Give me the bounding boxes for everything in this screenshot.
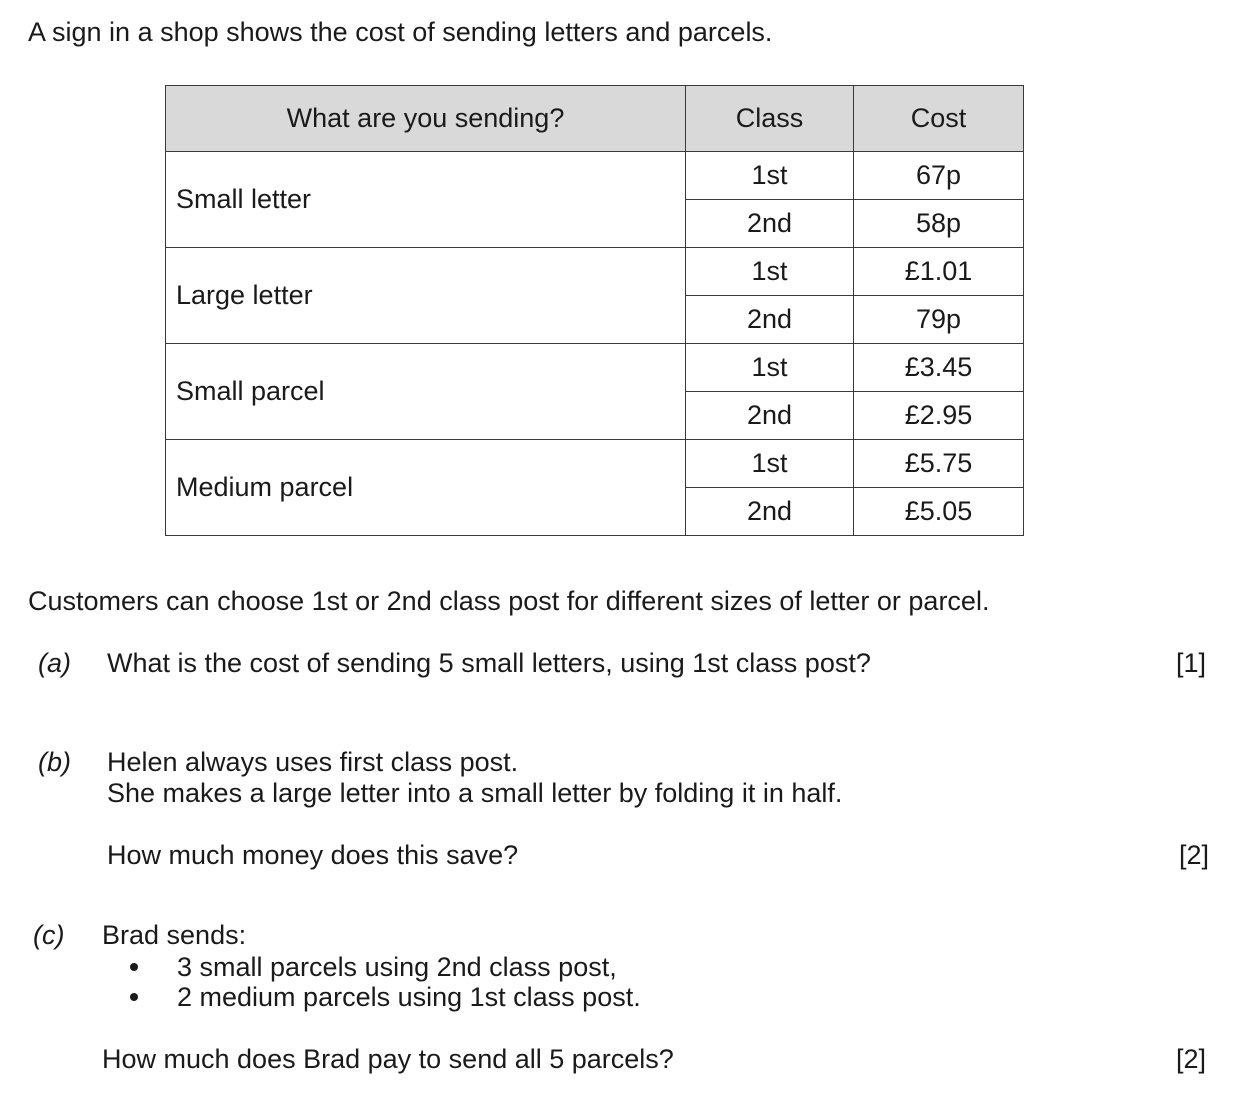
table-row [166, 440, 1024, 488]
question-a-label: (a) [38, 648, 71, 678]
class-cell: 1st [686, 152, 854, 200]
class-cell: 1st [686, 248, 854, 296]
question-c-marks: [2] [1176, 1044, 1207, 1074]
question-b-line1: Helen always uses first class post. [107, 747, 519, 777]
question-b-label: (b) [38, 747, 71, 777]
header-class: Class [686, 86, 854, 152]
cost-cell: £5.05 [854, 488, 1024, 536]
question-a-text: What is the cost of sending 5 small letters, using 1st class post? [107, 648, 871, 678]
item-small-parcel: Small parcel [166, 344, 686, 440]
cost-cell: £1.01 [854, 248, 1024, 296]
cost-cell: £3.45 [854, 344, 1024, 392]
question-a-marks: [1] [1176, 648, 1207, 678]
table-header-row [166, 86, 1024, 152]
table-row [166, 152, 1024, 200]
class-cell: 2nd [686, 392, 854, 440]
cost-cell: 79p [854, 296, 1024, 344]
question-b-marks: [2] [1179, 840, 1210, 870]
cost-cell: £5.75 [854, 440, 1024, 488]
question-c-bullet-2: 2 medium parcels using 1st class post. [177, 982, 641, 1012]
customers-note: Customers can choose 1st or 2nd class post for different sizes of letter or parcel. [28, 586, 990, 616]
item-large-letter: Large letter [166, 248, 686, 344]
header-cost: Cost [854, 86, 1024, 152]
question-c-bullet-1: 3 small parcels using 2nd class post, [177, 952, 617, 982]
bullet-icon [130, 993, 138, 1001]
table-row [166, 248, 1024, 296]
class-cell: 1st [686, 344, 854, 392]
class-cell: 2nd [686, 296, 854, 344]
question-c-intro: Brad sends: [102, 920, 247, 950]
postage-price-table [165, 85, 1024, 536]
intro-text: A sign in a shop shows the cost of sending letters and parcels. [28, 17, 773, 47]
question-b-question: How much money does this save? [107, 840, 519, 870]
header-what-sending: What are you sending? [166, 86, 686, 152]
cost-cell: 58p [854, 200, 1024, 248]
class-cell: 2nd [686, 200, 854, 248]
item-medium-parcel: Medium parcel [166, 440, 686, 536]
cost-cell: £2.95 [854, 392, 1024, 440]
cost-cell: 67p [854, 152, 1024, 200]
question-c-question: How much does Brad pay to send all 5 parcels? [102, 1044, 674, 1074]
table-row [166, 344, 1024, 392]
question-b-line2: She makes a large letter into a small letter by folding it in half. [107, 778, 843, 808]
class-cell: 1st [686, 440, 854, 488]
item-small-letter: Small letter [166, 152, 686, 248]
question-c-label: (c) [33, 920, 65, 950]
class-cell: 2nd [686, 488, 854, 536]
bullet-icon [130, 963, 138, 971]
